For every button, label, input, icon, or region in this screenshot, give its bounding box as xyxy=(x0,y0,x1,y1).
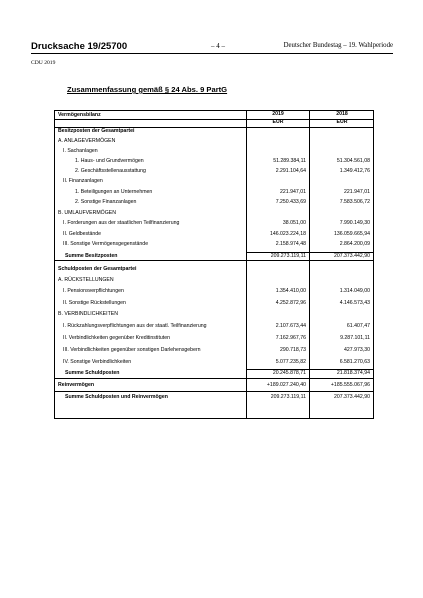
value-2019: 5.077.235,82 xyxy=(275,359,306,365)
value-2018: 221.947,01 xyxy=(344,189,370,195)
row-label: I. Sachanlagen xyxy=(63,148,98,154)
value-2018: 21.818.374,94 xyxy=(336,370,370,376)
table-row xyxy=(55,199,373,207)
row-label: B. VERBINDLICHKEITEN xyxy=(58,311,118,317)
row-label: I. Forderungen aus der staatlichen Teilfinanzierung xyxy=(63,220,180,226)
table-row xyxy=(55,359,373,367)
section-title: Zusammenfassung gemäß § 24 Abs. 9 PartG xyxy=(67,85,228,94)
table-row xyxy=(55,300,373,308)
table-rule xyxy=(55,260,373,261)
table-row xyxy=(55,394,373,402)
table-row xyxy=(55,210,373,218)
value-2018: 61.407,47 xyxy=(346,323,370,329)
table-row xyxy=(55,241,373,249)
value-2019: 20.245.878,71 xyxy=(272,370,306,376)
page-number: – 4 – xyxy=(211,42,225,50)
table-row xyxy=(55,220,373,228)
table-row xyxy=(55,370,373,378)
row-label: Besitzposten der Gesamtpartei xyxy=(58,128,135,134)
table-row xyxy=(55,138,373,146)
table-rule xyxy=(55,378,373,379)
value-2019: 146.023.224,18 xyxy=(269,231,306,237)
value-2019: 7.162.967,76 xyxy=(275,335,306,341)
value-2019: 209.273.119,11 xyxy=(270,253,306,259)
value-2018: 136.059.665,94 xyxy=(333,231,370,237)
value-2018: 7.583.506,72 xyxy=(339,199,370,205)
value-2018: 207.373.442,90 xyxy=(333,253,370,259)
value-2019: 38.051,00 xyxy=(282,220,306,226)
table-row xyxy=(55,231,373,239)
value-2019: 7.250.433,69 xyxy=(275,199,306,205)
row-label: I. Pensionsverpflichtungen xyxy=(63,288,124,294)
party-label: CDU 2019 xyxy=(31,60,56,66)
row-label: III. Verbindlichkeiten gegenüber sonstigen Darlehensgebern xyxy=(63,347,201,353)
value-2019: 4.252.872,96 xyxy=(275,300,306,306)
value-2018: +185.555.067,96 xyxy=(330,382,370,388)
table-row xyxy=(55,128,373,136)
publisher-line: Deutscher Bundestag – 19. Wahlperiode xyxy=(283,42,393,49)
row-label: IV. Sonstige Verbindlichkeiten xyxy=(63,359,132,365)
row-label: II. Finanzanlagen xyxy=(63,178,103,184)
row-label: III. Sonstige Vermögensgegenstände xyxy=(63,241,149,247)
table-rule xyxy=(55,391,373,392)
row-label: Reinvermögen xyxy=(58,382,95,388)
balance-sheet-table xyxy=(54,110,374,419)
value-2018: 4.146.573,43 xyxy=(339,300,370,306)
value-2018: 9.287.101,11 xyxy=(340,335,370,341)
value-2019: 221.947,01 xyxy=(280,189,306,195)
table-row xyxy=(55,323,373,331)
document-number: Drucksache 19/25700 xyxy=(31,41,128,52)
table-row xyxy=(55,266,373,274)
year-2018-header: 2018 xyxy=(336,111,348,117)
table-rule xyxy=(246,369,373,370)
row-label: A. RÜCKSTELLUNGEN xyxy=(58,277,114,283)
unit-2018-header: EUR xyxy=(336,119,348,125)
value-2019: 2.107.673,44 xyxy=(275,323,306,329)
unit-2019-header: EUR xyxy=(272,119,284,125)
value-2019: 51.289.384,11 xyxy=(273,158,306,164)
value-2019: 290.718,73 xyxy=(280,347,306,353)
value-2018: 7.990.149,30 xyxy=(339,220,370,226)
row-label: Summe Schuldposten xyxy=(65,370,120,376)
table-row xyxy=(55,158,373,166)
table-row xyxy=(55,288,373,296)
value-2019: 2.158.974,48 xyxy=(275,241,306,247)
row-label: Summe Besitzposten xyxy=(65,253,118,259)
row-label: Summe Schuldposten und Reinvermögen xyxy=(65,394,168,400)
value-2019: 209.273.119,11 xyxy=(270,394,306,400)
value-2019: +189.027.240,40 xyxy=(266,382,306,388)
table-row xyxy=(55,168,373,176)
row-label: II. Geldbestände xyxy=(63,231,102,237)
table-heading: Vermögensbilanz xyxy=(58,112,101,118)
value-2018: 1.349.412,76 xyxy=(339,168,370,174)
row-label: II. Sonstige Rückstellungen xyxy=(63,300,126,306)
table-row xyxy=(55,382,373,390)
table-row xyxy=(55,148,373,156)
value-2018: 427.973,30 xyxy=(344,347,370,353)
table-row xyxy=(55,335,373,343)
table-row xyxy=(55,311,373,319)
table-row xyxy=(55,277,373,285)
table-row xyxy=(55,189,373,197)
row-label: B. UMLAUFVERMÖGEN xyxy=(58,210,116,216)
year-2019-header: 2019 xyxy=(272,111,284,117)
table-row xyxy=(55,178,373,186)
row-label: 2. Geschäftsstellenausstattung xyxy=(75,168,146,174)
value-2018: 1.314.049,00 xyxy=(339,288,370,294)
value-2019: 1.354.410,00 xyxy=(275,288,306,294)
row-label: II. Verbindlichkeiten gegenüber Kreditinstituten xyxy=(63,335,170,341)
row-label: 2. Sonstige Finanzanlagen xyxy=(75,199,137,205)
value-2019: 2.291.104,64 xyxy=(275,168,306,174)
row-label: 1. Beteiligungen an Unternehmen xyxy=(75,189,153,195)
value-2018: 6.581.270,63 xyxy=(339,359,370,365)
table-rule xyxy=(246,252,373,253)
row-label: Schuldposten der Gesamtpartei xyxy=(58,266,137,272)
value-2018: 2.864.200,09 xyxy=(339,241,370,247)
value-2018: 51.304.561,08 xyxy=(336,158,370,164)
row-label: A. ANLAGEVERMÖGEN xyxy=(58,138,116,144)
page-header xyxy=(31,41,393,54)
row-label: 1. Haus- und Grundvermögen xyxy=(75,158,144,164)
value-2018: 207.373.442,90 xyxy=(333,394,370,400)
row-label: I. Rückzahlungsverpflichtungen aus der staatl. Teilfinanzierung xyxy=(63,323,207,329)
table-row xyxy=(55,347,373,355)
